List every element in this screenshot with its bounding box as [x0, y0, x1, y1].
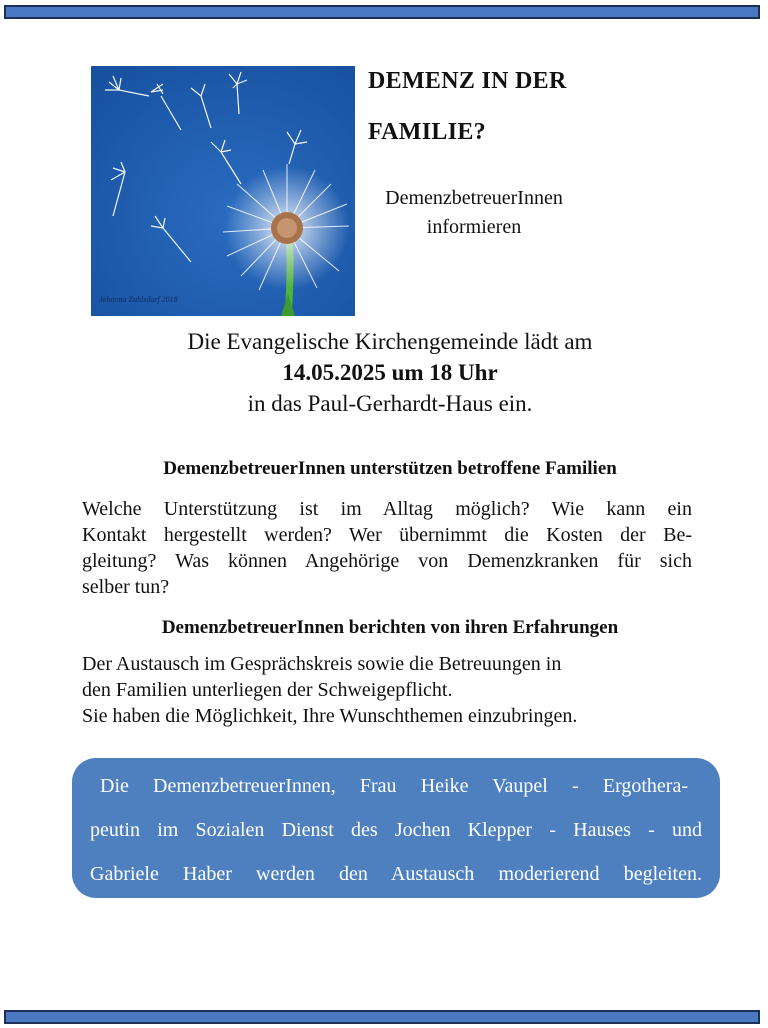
section1-line: gleitung? Was können Angehörige von Demenzkranken für sich: [82, 550, 692, 572]
dandelion-photo: [91, 66, 355, 316]
section1-line: Kontakt hergestellt werden? Wer übernimmt die Kosten der Be-: [82, 524, 692, 546]
subtitle-line-1: DemenzbetreuerInnen: [385, 187, 563, 209]
section1-heading: DemenzbetreuerInnen unterstützen betroffene Familien: [163, 458, 617, 479]
section1-line: Welche Unterstützung ist im Alltag möglich? Wie kann ein: [82, 498, 692, 520]
section2-paragraph: [82, 651, 722, 729]
subtitle: [362, 184, 586, 242]
invitation: [60, 326, 720, 419]
callout-box: [72, 758, 720, 898]
section1-paragraph: [82, 496, 692, 600]
section2-line: den Familien unterliegen der Schweigepflicht.: [82, 679, 453, 701]
subtitle-line-2: informieren: [426, 216, 522, 238]
top-border-bar: [4, 5, 760, 19]
callout-line: Die DemenzbetreuerInnen, Frau Heike Vaupel - Ergothera-: [100, 775, 688, 797]
section2-heading: DemenzbetreuerInnen berichten von ihren Erfahrungen: [161, 617, 619, 638]
bottom-border-bar: [4, 1010, 760, 1024]
invitation-line-3: in das Paul-Gerhardt-Haus ein.: [247, 391, 533, 416]
title-line-2: FAMILIE?: [368, 119, 486, 145]
callout-line: Gabriele Haber werden den Austausch moderierend begleiten.: [90, 863, 702, 885]
callout-line: peutin im Sozialen Dienst des Jochen Klepper - Hauses - und: [90, 819, 702, 841]
section2-line: Sie haben die Möglichkeit, Ihre Wunschthemen einzubringen.: [82, 705, 578, 727]
title-line-1: DEMENZ IN DER: [368, 68, 567, 94]
invitation-line-1: Die Evangelische Kirchengemeinde lädt am: [187, 329, 593, 354]
event-date: 14.05.2025 um 18 Uhr: [282, 360, 498, 385]
section2-line: Der Austausch im Gesprächskreis sowie die Betreuungen in: [82, 653, 562, 675]
section1-line: selber tun?: [82, 576, 170, 598]
photo-signature: Johanna Zuhlsdorf 2018: [99, 295, 178, 304]
